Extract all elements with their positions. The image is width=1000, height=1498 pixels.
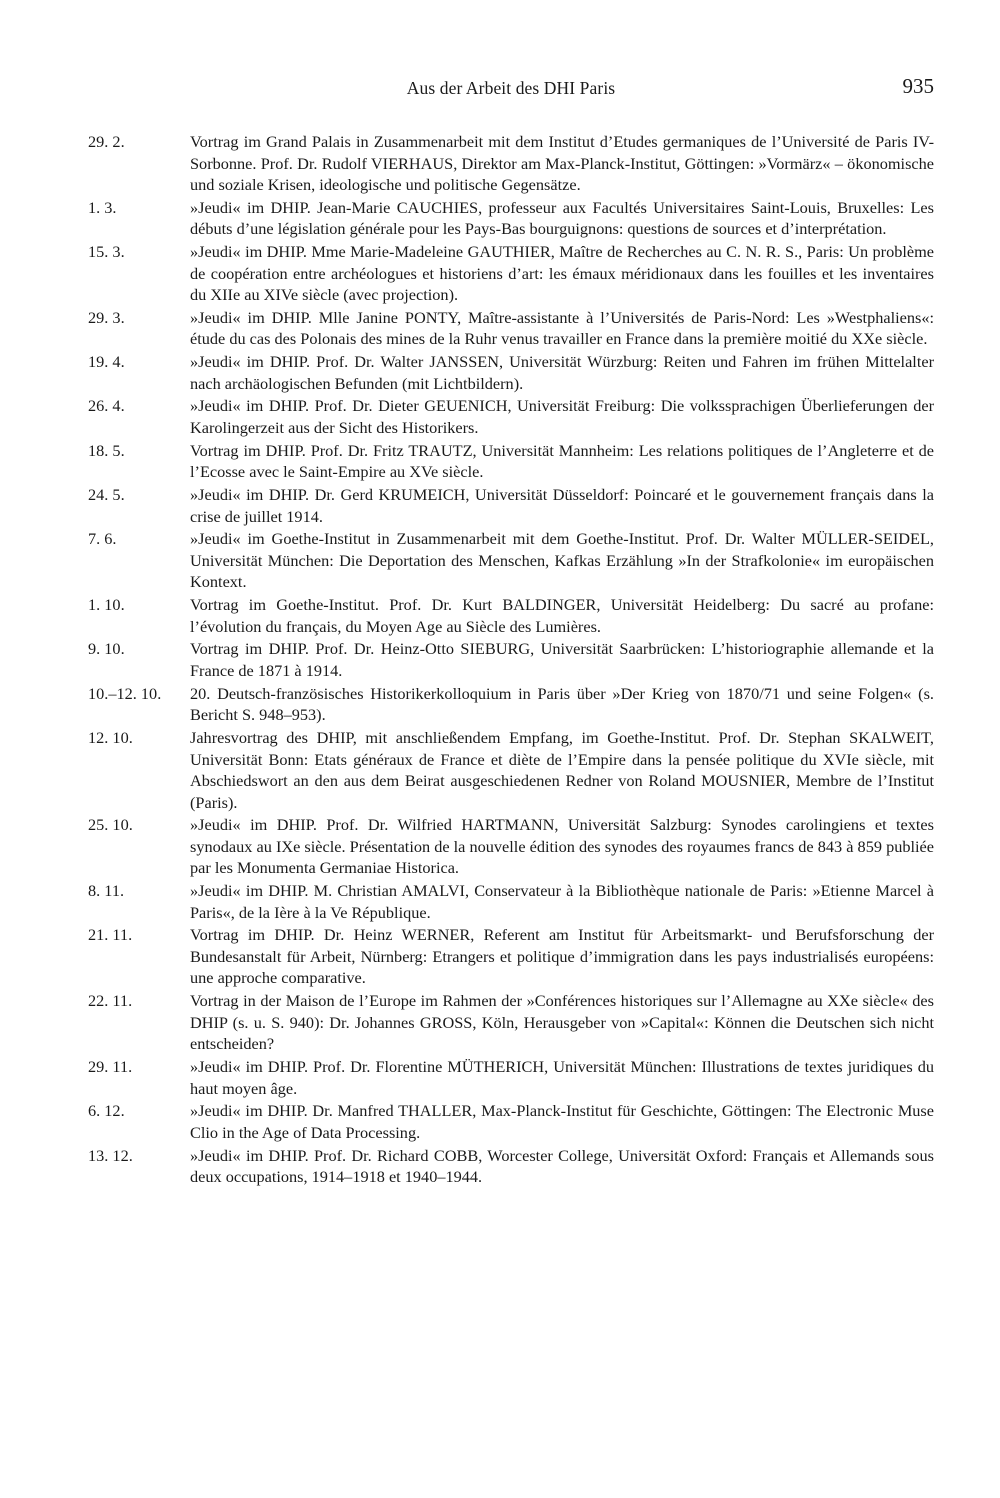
event-entry [88, 1056, 934, 1099]
event-entry [88, 131, 934, 196]
event-entry [88, 880, 934, 923]
event-entry [88, 594, 934, 637]
event-date: 1. 10. [88, 595, 125, 615]
event-description: Vortrag im DHIP. Prof. Dr. Heinz-Otto SIEBURG, Universität Saarbrücken: L’historiographie allemande et la France de 1871 à 1914. [190, 639, 934, 680]
event-date: 21. 11. [88, 925, 133, 945]
event-entry [88, 528, 934, 593]
event-date: 15. 3. [88, 242, 125, 262]
event-description: 20. Deutsch-französisches Historikerkolloquium in Paris über »Der Krieg von 1870/71 und seine Folgen« (s. Bericht S. 948–953). [190, 683, 934, 725]
event-description: »Jeudi« im DHIP. Prof. Dr. Richard COBB, Worcester College, Universität Oxford: Français et Allemands sous deux occupations, 1914–1918 et 1940–1944. [190, 1145, 934, 1187]
event-entry [88, 197, 934, 240]
event-entry [88, 440, 934, 483]
event-date: 29. 3. [88, 307, 125, 327]
event-date: 12. 10. [88, 728, 133, 748]
event-date: 6. 12. [88, 1101, 125, 1121]
event-description: »Jeudi« im DHIP. Dr. Gerd KRUMEICH, Universität Düsseldorf: Poincaré et le gouvernement français dans la crise de juillet 1914. [190, 485, 934, 526]
event-description: Vortrag in der Maison de l’Europe im Rahmen der »Conférences historiques sur l’Allemagne au XXe siècle« des DHIP (s. u. S. 940): Dr. Johannes GROSS, Köln, Herausgeber von »Capital«: Können die Deutschen sich nicht entscheiden? [190, 991, 934, 1054]
event-date: 19. 4. [88, 352, 125, 372]
event-description: »Jeudi« im DHIP. M. Christian AMALVI, Conservateur à la Bibliothèque nationale de Paris: »Etienne Marcel à Paris«, de la Ière à la Ve République. [190, 881, 934, 922]
event-date: 8. 11. [88, 881, 125, 901]
event-date: 26. 4. [88, 396, 125, 416]
event-date: 25. 10. [88, 815, 133, 835]
event-entry [88, 990, 934, 1055]
event-entry [88, 307, 934, 350]
event-description: »Jeudi« im DHIP. Dr. Manfred THALLER, Max-Planck-Institut für Geschichte, Göttingen: The Electronic Muse Clio in the Age of Data Processing. [190, 1101, 934, 1142]
event-description: »Jeudi« im DHIP. Mlle Janine PONTY, Maître-assistante à l’Universités de Paris-Nord: Les »Westphaliens«: étude du cas des Polonais des mines de la Ruhr venus travailler en France dans la première moitié du XXe siècle. [190, 307, 934, 349]
event-description: »Jeudi« im DHIP. Mme Marie-Madeleine GAUTHIER, Maître de Recherches au C. N. R. S., Paris: Un problème de coopération entre archéologues et historiens d’art: les émaux méridionaux dans les fouilles et les inventaires du XIIe au XIVe siècle (avec projection). [190, 242, 934, 305]
event-date: 13. 12. [88, 1145, 133, 1165]
event-date: 24. 5. [88, 485, 125, 505]
event-date: 18. 5. [88, 440, 125, 460]
event-date: 29. 11. [88, 1057, 133, 1077]
event-entry [88, 395, 934, 438]
event-date: 22. 11. [88, 991, 133, 1011]
event-entry [88, 241, 934, 306]
event-date: 1. 3. [88, 197, 117, 217]
page-number: 935 [902, 74, 934, 98]
event-entry [88, 814, 934, 879]
event-description: Vortrag im Goethe-Institut. Prof. Dr. Kurt BALDINGER, Universität Heidelberg: Du sacré au profane: l’évolution du français, du Moyen Age au Siècle des Lumières. [190, 595, 934, 636]
event-entry [88, 638, 934, 681]
event-description: Vortrag im Grand Palais in Zusammenarbeit mit dem Institut d’Etudes germaniques de l’Université de Paris IV-Sorbonne. Prof. Dr. Rudolf VIERHAUS, Direktor am Max-Planck-Institut, Göttingen: »Vormärz« – ökonomische und soziale Krisen, ideologische und politische Gegensätze. [190, 132, 934, 194]
event-date: 7. 6. [88, 529, 117, 549]
event-entry [88, 1100, 934, 1143]
event-entry [88, 1145, 934, 1188]
page-header [88, 74, 934, 104]
event-description: »Jeudi« im DHIP. Prof. Dr. Walter JANSSEN, Universität Würzburg: Reiten und Fahren im frühen Mittelalter nach archäologischen Befunden (mit Lichtbildern). [190, 352, 934, 393]
event-list [88, 131, 934, 1189]
event-description: »Jeudi« im DHIP. Prof. Dr. Wilfried HARTMANN, Universität Salzburg: Synodes carolingiens et textes synodaux au IXe siècle. Présentation de la nouvelle édition des synodes des royaumes francs de 843 à 859 publiée par les Monumenta Germaniae Historica. [190, 815, 934, 878]
event-description: »Jeudi« im DHIP. Prof. Dr. Florentine MÜTHERICH, Universität München: Illustrations de textes juridiques du haut moyen âge. [190, 1057, 934, 1098]
event-description: Vortrag im DHIP. Dr. Heinz WERNER, Referent am Institut für Arbeitsmarkt- und Berufsforschung der Bundesanstalt für Arbeit, Nürnberg: Etrangers et politique d’immigration dans les pays industrialisés européens: une approche comparative. [190, 925, 934, 988]
event-description: Vortrag im DHIP. Prof. Dr. Fritz TRAUTZ, Universität Mannheim: Les relations politiques de l’Angleterre et de l’Ecosse avec le Saint-Empire au XVe siècle. [190, 440, 934, 482]
event-entry [88, 351, 934, 394]
event-description: »Jeudi« im Goethe-Institut in Zusammenarbeit mit dem Goethe-Institut. Prof. Dr. Walter MÜLLER-SEIDEL, Universität München: Die Deportation des Menschen, Kafkas Erzählung »In der Strafkolonie« im europäischen Kontext. [190, 529, 934, 592]
event-description: Jahresvortrag des DHIP, mit anschließendem Empfang, im Goethe-Institut. Prof. Dr. Stephan SKALWEIT, Universität Bonn: Etats généraux de France et diète de l’Empire dans la pensée politique du XVIe siècle, mit Abschiedswort an den aus dem Beirat ausgeschiedenen Redner von Roland MOUSNIER, Membre de l’Institut (Paris). [190, 728, 934, 812]
event-date: 9. 10. [88, 639, 125, 659]
event-entry [88, 484, 934, 527]
event-entry [88, 683, 934, 726]
event-entry [88, 924, 934, 989]
event-date: 10.–12. 10. [88, 683, 162, 703]
event-entry [88, 727, 934, 813]
event-description: »Jeudi« im DHIP. Prof. Dr. Dieter GEUENICH, Universität Freiburg: Die volkssprachigen Überlieferungen der Karolingerzeit aus der Sicht des Historikers. [190, 396, 934, 437]
event-date: 29. 2. [88, 132, 125, 151]
event-description: »Jeudi« im DHIP. Jean-Marie CAUCHIES, professeur aux Facultés Universitaires Saint-Louis, Bruxelles: Les débuts d’une législation générale pour les Pays-Bas bourguignons: questions de sources et d’interprétation. [190, 197, 934, 239]
running-title: Aus der Arbeit des DHI Paris [406, 78, 616, 98]
